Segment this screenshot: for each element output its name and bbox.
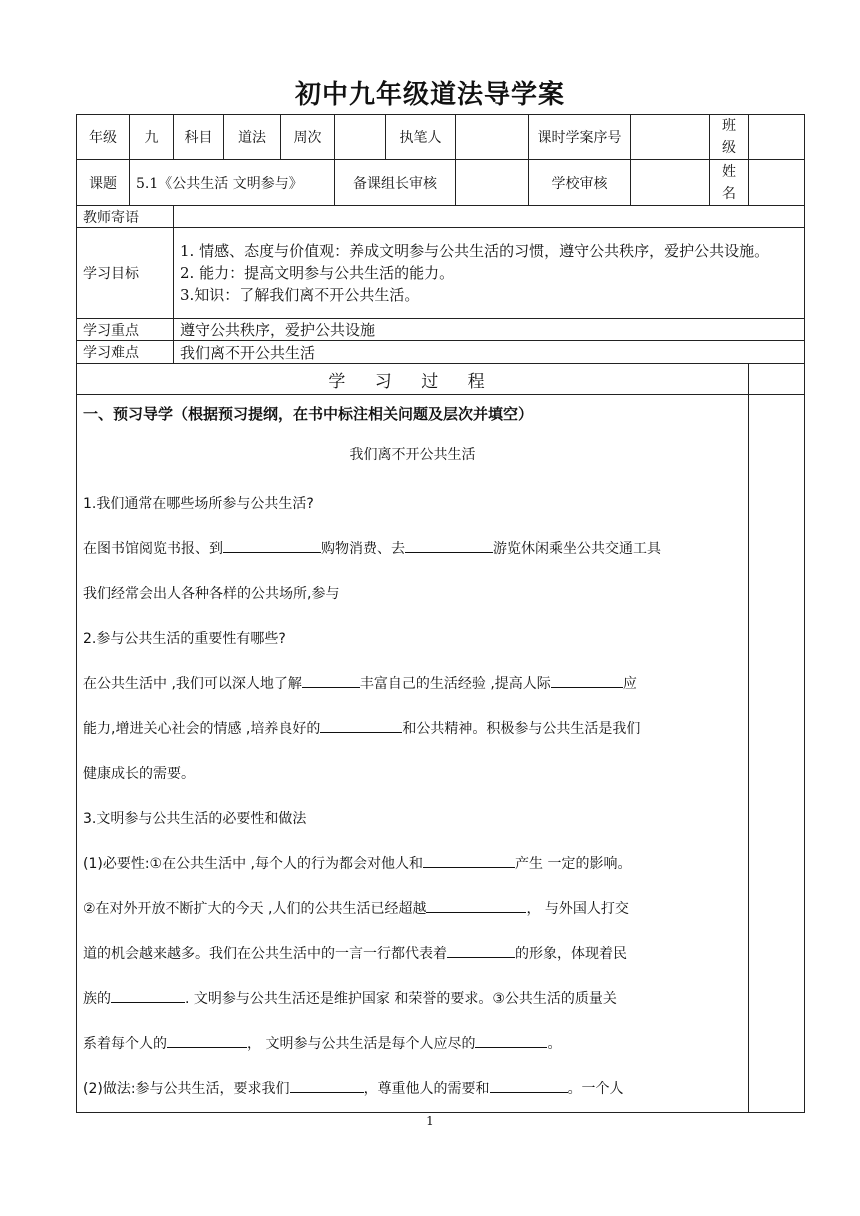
process-side-cell (749, 364, 805, 395)
teacher-message-value (174, 206, 805, 228)
fill-line-6 (83, 842, 742, 887)
fill-blank[interactable] (426, 898, 526, 913)
fill-blank[interactable] (290, 1078, 364, 1093)
serial-label: 课时学案序号 (529, 115, 631, 160)
fill-line-10 (83, 1022, 742, 1067)
fill-blank[interactable] (167, 1033, 247, 1048)
fill-blank[interactable] (405, 538, 493, 553)
fill-blank[interactable] (223, 538, 321, 553)
text-seg: 。 (547, 1036, 562, 1052)
fill-blank[interactable] (111, 988, 185, 1003)
fill-line-7 (83, 887, 742, 932)
text-seg: 应 (622, 676, 637, 692)
text-seg: ， 与外国人打交 (526, 901, 629, 917)
text-seg: 。一个人 (567, 1081, 624, 1097)
fill-blank[interactable] (490, 1078, 568, 1093)
preview-section (77, 395, 749, 1113)
name-label (710, 160, 749, 206)
text-seg: 能力,增进关心社会的情感 ,培养良好的 (83, 721, 321, 737)
study-guide-table (76, 114, 805, 1113)
text-seg: . 文明参与公共生活还是维护国家 和荣誉的要求。③公共生活的质量关 (185, 991, 617, 1007)
page-number: 1 (426, 1114, 434, 1128)
author-value (456, 115, 529, 160)
preview-subtitle: 我们离不开公共生活 (349, 447, 476, 463)
text-seg: 的形象，体现着民 (515, 946, 627, 962)
teacher-message-label: 教师寄语 (77, 206, 174, 228)
difficulties-value: 我们离不开公共生活 (174, 341, 805, 364)
fill-blank[interactable] (302, 673, 360, 688)
school-review-value (631, 160, 710, 206)
school-review-label: 学校审核 (529, 160, 631, 206)
text-seg: (2)做法:参与公共生活，要求我们 (83, 1081, 290, 1097)
class-label-char-1: 班 (722, 118, 736, 134)
fill-line-8 (83, 932, 742, 977)
grade-label: 年级 (77, 115, 130, 160)
goals-label: 学习目标 (77, 228, 174, 319)
topic-label: 课题 (77, 160, 130, 206)
author-label: 执笔人 (386, 115, 456, 160)
notes-column (749, 395, 805, 1113)
group-review-label: 备课组长审核 (335, 160, 456, 206)
topic-value: 5.1《公共生活 文明参与》 (130, 160, 335, 206)
question-1: 1.我们通常在哪些场所参与公共生活? (83, 496, 314, 512)
fill-blank[interactable] (475, 1033, 547, 1048)
fill-blank[interactable] (423, 853, 515, 868)
grade-value: 九 (130, 115, 174, 160)
question-2: 2.参与公共生活的重要性有哪些? (83, 631, 286, 647)
fill-line-5: 健康成长的需要。 (83, 766, 195, 782)
difficulties-label: 学习难点 (77, 341, 174, 364)
class-label-char-2: 级 (722, 140, 736, 156)
text-seg: 在公共生活中 ,我们可以深人地了解 (83, 676, 302, 692)
text-seg: 道的机会越来越多。我们在公共生活中的一言一行都代表着 (83, 946, 447, 962)
fill-line-2: 我们经常会出人各种各样的公共场所,参与 (83, 586, 340, 602)
key-points-label: 学习重点 (77, 319, 174, 341)
goal-line-1: 1. 情感、态度与价值观：养成文明参与公共生活的习惯，遵守公共秩序，爱护公共设施。 (180, 242, 770, 260)
goals-content (174, 228, 805, 319)
subject-label: 科目 (174, 115, 224, 160)
text-seg: 和公共精神。积极参与公共生活是我们 (402, 721, 641, 737)
fill-line-9 (83, 977, 742, 1022)
text-seg: 丰富自己的生活经验 ,提高人际 (359, 676, 551, 692)
text-seg: ， 文明参与公共生活是每个人应尽的 (247, 1036, 476, 1052)
group-review-value (456, 160, 529, 206)
fill-blank[interactable] (320, 718, 402, 733)
name-value (749, 160, 805, 206)
text-seg: 游览休闲乘坐公共交通工具 (493, 541, 661, 557)
fill-line-1 (83, 527, 742, 572)
text-seg: 产生 一定的影响。 (515, 856, 632, 872)
class-label (710, 115, 749, 160)
text-seg: 购物消费、去 (321, 541, 405, 557)
serial-value (631, 115, 710, 160)
text-seg: 在图书馆阅览书报、到 (83, 541, 223, 557)
name-label-char-1: 姓 (722, 163, 736, 180)
class-value (749, 115, 805, 160)
week-label: 周次 (281, 115, 335, 160)
fill-line-4 (83, 707, 742, 752)
fill-line-11 (83, 1067, 742, 1112)
process-heading: 学 习 过 程 (77, 364, 749, 395)
text-seg: ，尊重他人的需要和 (363, 1081, 490, 1097)
question-3: 3.文明参与公共生活的必要性和做法 (83, 811, 307, 827)
preview-heading: 一、预习导学（根据预习提纲，在书中标注相关问题及层次并填空） (83, 405, 534, 423)
fill-blank[interactable] (551, 673, 623, 688)
key-points-value: 遵守公共秩序，爱护公共设施 (174, 319, 805, 341)
text-seg: ②在对外开放不断扩大的今天 ,人们的公共生活已经超越 (83, 901, 427, 917)
subject-value: 道法 (224, 115, 281, 160)
fill-blank[interactable] (447, 943, 515, 958)
name-label-char-2: 名 (722, 185, 736, 202)
goal-line-3: 3.知识：了解我们离不开公共生活。 (180, 286, 420, 304)
fill-line-3 (83, 662, 742, 707)
goal-line-2: 2. 能力：提高文明参与公共生活的能力。 (180, 264, 455, 282)
page-title: 初中九年级道法导学案 (294, 80, 565, 110)
week-value (335, 115, 386, 160)
text-seg: 系着每个人的 (83, 1036, 167, 1052)
text-seg: 族的 (83, 991, 111, 1007)
text-seg: (1)必要性:①在公共生活中 ,每个人的行为都会对他人和 (83, 856, 423, 872)
